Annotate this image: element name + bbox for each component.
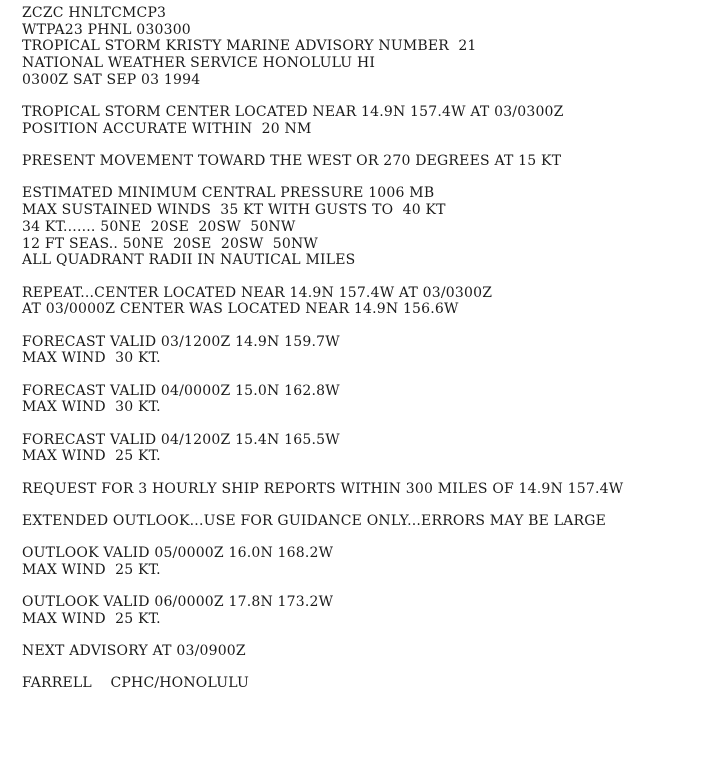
outlook-max-wind: MAX WIND 25 KT. [22,561,161,578]
outlook-max-wind: MAX WIND 25 KT. [22,610,161,627]
paragraph-gap [22,269,702,285]
outlook-valid: OUTLOOK VALID 06/0000Z 17.8N 173.2W [22,594,334,611]
forecast-section-1 [22,334,702,367]
extended-outlook-text: EXTENDED OUTLOOK...USE FOR GUIDANCE ONLY...ERRORS MAY BE LARGE [22,512,607,529]
paragraph-gap [22,530,702,546]
forecast-max-wind: MAX WIND 30 KT. [22,350,161,367]
repeat-section [22,285,702,318]
intensity-section [22,185,702,269]
next-advisory [22,643,702,660]
signature-block [22,675,702,692]
outlook-valid: OUTLOOK VALID 05/0000Z 16.0N 168.2W [22,545,334,562]
paragraph-gap [22,318,702,334]
header-line: ZCZC HNLTCMCP3 [22,5,167,21]
wind-radii-34kt: 34 KT....... 50NE 20SE 20SW 50NW [22,218,296,235]
movement-section [22,153,702,170]
forecaster-signature: FARRELL CPHC/HONOLULU [22,675,249,692]
paragraph-gap [22,170,702,186]
advisory-title: TROPICAL STORM KRISTY MARINE ADVISORY NUMBER 21 [22,38,477,55]
paragraph-gap [22,660,702,676]
forecast-valid: FORECAST VALID 03/1200Z 14.9N 159.7W [22,333,340,350]
radii-units-note: ALL QUADRANT RADII IN NAUTICAL MILES [22,252,356,269]
outlook-section-1 [22,545,702,578]
paragraph-gap [22,497,702,513]
previous-center-location: AT 03/0000Z CENTER WAS LOCATED NEAR 14.9N 156.6W [22,301,459,318]
ship-report-request-text: REQUEST FOR 3 HOURLY SHIP REPORTS WITHIN 300 MILES OF 14.9N 157.4W [22,480,624,497]
paragraph-gap [22,367,702,383]
forecast-max-wind: MAX WIND 30 KT. [22,399,161,416]
paragraph-gap [22,579,702,595]
max-sustained-winds: MAX SUSTAINED WINDS 35 KT WITH GUSTS TO 40 KT [22,202,446,219]
forecast-valid: FORECAST VALID 04/1200Z 15.4N 165.5W [22,431,340,448]
repeat-center-location: REPEAT...CENTER LOCATED NEAR 14.9N 157.4W AT 03/0300Z [22,284,493,301]
paragraph-gap [22,138,702,154]
paragraph-gap [22,416,702,432]
position-accuracy: POSITION ACCURATE WITHIN 20 NM [22,120,312,137]
storm-center-location: TROPICAL STORM CENTER LOCATED NEAR 14.9N 157.4W AT 03/0300Z [22,104,564,121]
paragraph-gap [22,465,702,481]
marine-advisory-document [22,5,702,692]
central-pressure: ESTIMATED MINIMUM CENTRAL PRESSURE 1006 MB [22,185,435,202]
seas-radii-12ft: 12 FT SEAS.. 50NE 20SE 20SW 50NW [22,235,318,252]
forecast-section-2 [22,383,702,416]
header-line: WTPA23 PHNL 030300 [22,21,191,38]
outlook-section-2 [22,594,702,627]
next-advisory-time: NEXT ADVISORY AT 03/0900Z [22,643,246,660]
forecast-max-wind: MAX WIND 25 KT. [22,448,161,465]
issuing-office: NATIONAL WEATHER SERVICE HONOLULU HI [22,55,376,72]
forecast-valid: FORECAST VALID 04/0000Z 15.0N 162.8W [22,382,340,399]
advisory-header [22,5,702,89]
paragraph-gap [22,628,702,644]
issue-time: 0300Z SAT SEP 03 1994 [22,71,201,88]
extended-outlook-notice [22,513,702,530]
paragraph-gap [22,89,702,105]
present-movement: PRESENT MOVEMENT TOWARD THE WEST OR 270 DEGREES AT 15 KT [22,153,562,170]
storm-position-section [22,104,702,137]
ship-report-request [22,481,702,498]
forecast-section-3 [22,432,702,465]
